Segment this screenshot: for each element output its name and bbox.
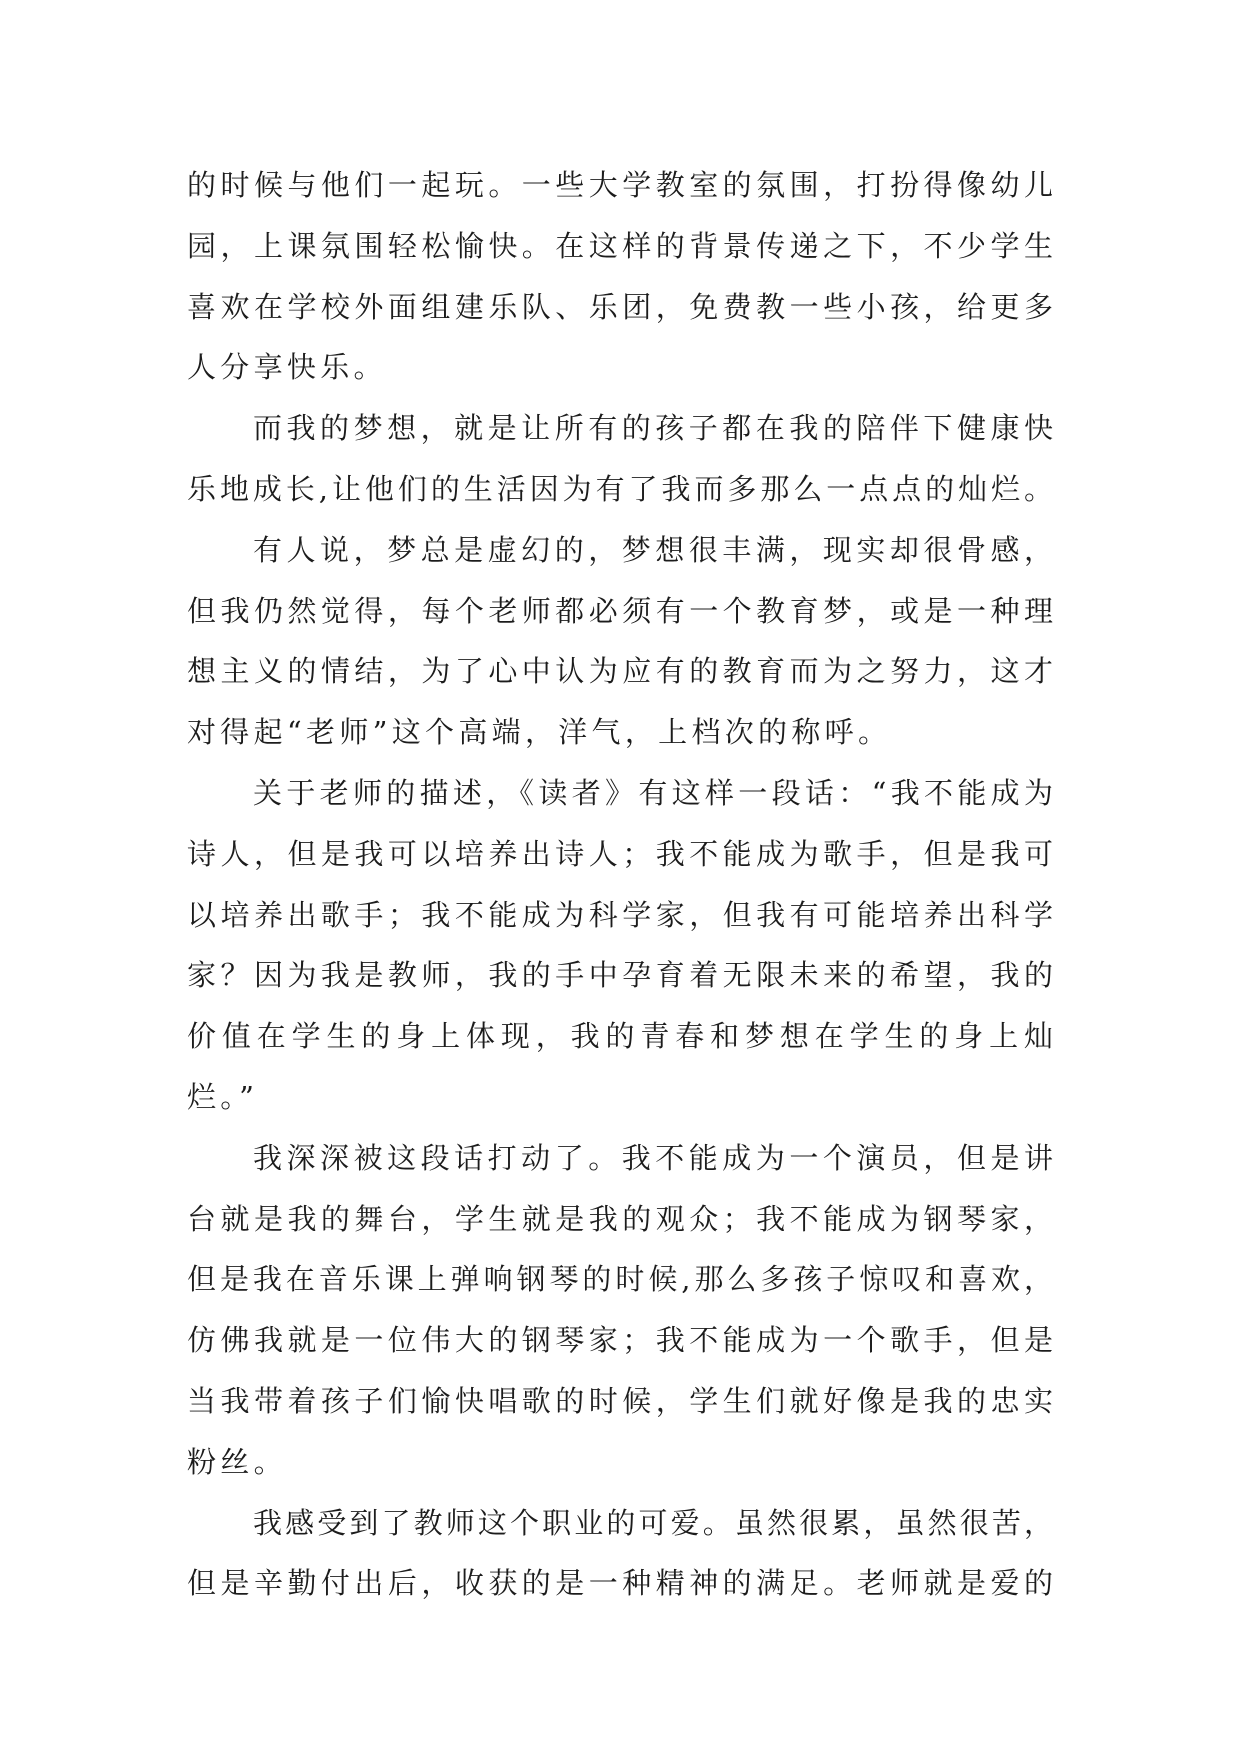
text-line: 家？因为我是教师，我的手中孕育着无限未来的希望，我的: [187, 958, 1053, 993]
text-line: 园，上课氛围轻松愉快。在这样的背景传递之下，不少学生: [187, 228, 1053, 263]
text-line: 有人说，梦总是虚幻的，梦想很丰满，现实却很骨感，: [253, 532, 1053, 567]
text-line: 粉丝。: [187, 1444, 287, 1479]
text-line: 想主义的情结，为了心中认为应有的教育而为之努力，这才: [187, 654, 1053, 689]
text-line: 我深深被这段话打动了。我不能成为一个演员，但是讲: [253, 1140, 1053, 1175]
body-text: [187, 155, 1053, 1614]
text-line: 诗人，但是我可以培养出诗人；我不能成为歌手，但是我可: [187, 836, 1053, 871]
text-line: 人分享快乐。: [187, 350, 387, 385]
paragraph: [187, 1493, 1053, 1615]
text-line: 以培养出歌手；我不能成为科学家，但我有可能培养出科学: [187, 897, 1053, 932]
text-line: 而我的梦想，就是让所有的孩子都在我的陪伴下健康快: [253, 411, 1053, 446]
paragraph: [187, 398, 1053, 520]
text-line: 但是我在音乐课上弹响钢琴的时候,那么多孩子惊叹和喜欢，: [187, 1262, 1053, 1297]
paragraph: [187, 520, 1053, 763]
text-line: 我感受到了教师这个职业的可爱。虽然很累，虽然很苦，: [253, 1505, 1053, 1540]
paragraph: [187, 155, 1053, 398]
text-line: 关于老师的描述，《读者》有这样一段话：“我不能成为: [253, 775, 1053, 810]
text-line: 的时候与他们一起玩。一些大学教室的氛围，打扮得像幼儿: [187, 168, 1053, 202]
text-line: 价值在学生的身上体现，我的青春和梦想在学生的身上灿: [187, 1019, 1053, 1054]
text-line: 但我仍然觉得，每个老师都必须有一个教育梦，或是一种理: [187, 593, 1053, 628]
paragraph: [187, 1128, 1053, 1493]
text-line: 台就是我的舞台，学生就是我的观众；我不能成为钢琴家，: [187, 1201, 1053, 1236]
paragraph: [187, 763, 1053, 1128]
text-line: 烂。”: [187, 1079, 259, 1114]
text-line: 对得起“老师”这个高端，洋气，上档次的称呼。: [187, 715, 892, 750]
text-line: 当我带着孩子们愉快唱歌的时候，学生们就好像是我的忠实: [187, 1383, 1053, 1418]
text-line: 但是辛勤付出后，收获的是一种精神的满足。老师就是爱的: [187, 1566, 1053, 1601]
text-line: 喜欢在学校外面组建乐队、乐团，免费教一些小孩，给更多: [187, 289, 1053, 324]
text-line: 仿佛我就是一位伟大的钢琴家；我不能成为一个歌手，但是: [187, 1323, 1053, 1358]
text-line: 乐地成长,让他们的生活因为有了我而多那么一点点的灿烂。: [187, 471, 1053, 506]
